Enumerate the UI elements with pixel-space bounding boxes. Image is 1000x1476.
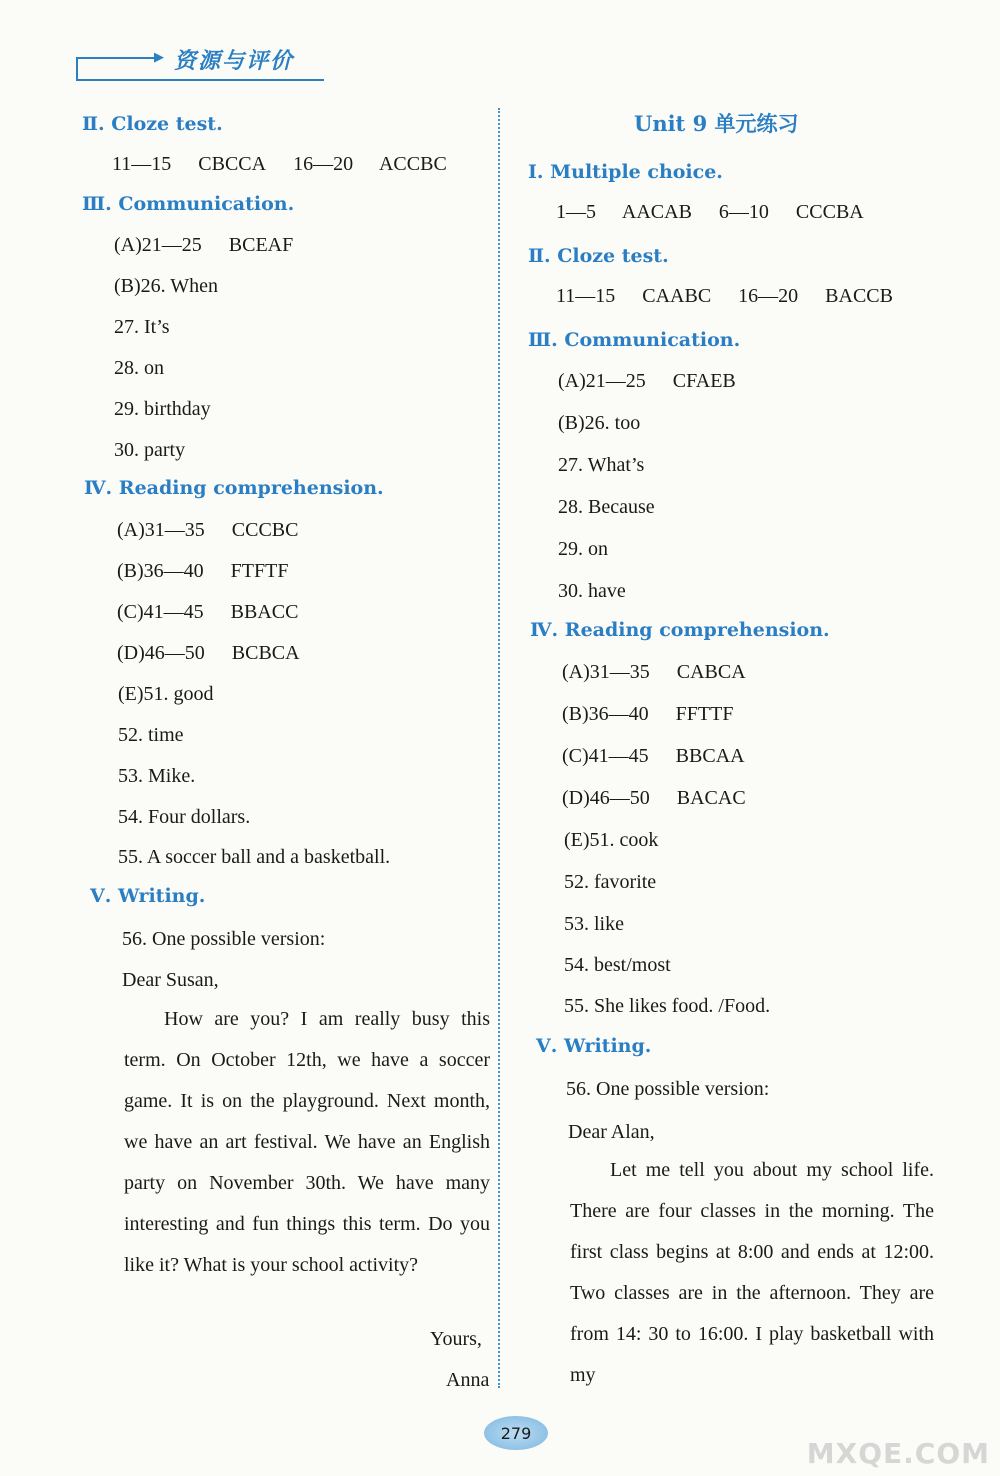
right-communication-heading: Ⅲ. Communication. [528,329,741,351]
answer-key: FTFTF [230,560,289,582]
answer-range: 11—15 [112,153,172,175]
left-reading-heading: Ⅳ. Reading comprehension. [84,477,384,499]
right-reading-row [562,744,745,768]
left-reading-e-item: 52. time [118,724,184,746]
answer-key: CCCBA [795,201,864,223]
answer-range: 16—20 [738,285,799,307]
left-comm-b-item: (B)26. When [114,275,219,297]
answer-key: CFAEB [672,370,736,392]
left-comm-b-item: 28. on [114,357,164,379]
left-reading-e-item: 54. Four dollars. [118,806,251,828]
answer-key: BBACC [230,601,299,623]
right-mc-answers [556,200,864,224]
answer-key: FFTTF [675,703,734,725]
left-comm-b-item: 30. party [114,439,186,461]
left-writing-heading: Ⅴ. Writing. [90,885,206,907]
header-rule-top [76,57,156,59]
answer-range: (A)31—35 [117,519,205,541]
left-letter-body [124,999,490,1286]
right-mc-heading: Ⅰ. Multiple choice. [528,161,723,183]
letter-body-text: Let me tell you about my school life. There are four classes in the morning. The first class begins at 8:00 and ends at 12:00. Two classes are in the afternoon. They are from 14: 30 to 16:00. I play basketball with my [570,1159,934,1386]
right-letter-greeting: Dear Alan, [568,1121,655,1143]
answer-key: BACAC [676,787,746,809]
left-reading-row [117,641,300,665]
answer-key: ACCBC [378,153,447,175]
left-reading-e-item: 53. Mike. [118,765,196,787]
answer-key: CABCA [676,661,746,683]
right-reading-e-item: 54. best/most [564,954,671,976]
answer-range: (A)21—25 [114,234,202,256]
right-comm-a [558,369,736,393]
right-writing-intro: 56. One possible version: [566,1078,770,1100]
right-cloze-answers [556,284,893,308]
page-number: 279 [484,1416,548,1450]
right-comm-b-item: 28. Because [558,496,655,518]
column-divider [498,108,500,1388]
letter-body-text: How are you? I am really busy this term. On October 12th, we have a soccer game. It is on the playground. Next month, we have an art festival. We have an English party on November 30th. We have many interesting and fun things this term. Do you like it? What is your school activity? [124,1008,490,1276]
left-reading-row [117,518,298,542]
header-rule-bottom [76,79,324,81]
answer-key: CBCCA [198,153,267,175]
right-reading-e-item: 52. favorite [564,871,657,893]
answer-range: (B)36—40 [117,560,204,582]
left-comm-b-item: 29. birthday [114,398,211,420]
answer-key: BCEAF [228,234,294,256]
left-cloze-answers [112,152,447,176]
arrow-right-icon: ▶ [154,50,164,65]
answer-key: BBCAA [675,745,745,767]
right-reading-heading: Ⅳ. Reading comprehension. [530,619,830,641]
answer-range: (D)46—50 [562,787,650,809]
header-rule-left [76,57,78,79]
right-comm-b-item: 27. What’s [558,454,645,476]
unit-title: Unit 9 单元练习 [634,111,799,136]
answer-range: 11—15 [556,285,616,307]
left-letter-signature: Anna [446,1369,490,1391]
left-reading-e-item: (E)51. good [118,683,214,705]
answer-key: CAABC [642,285,712,307]
left-communication-heading: Ⅲ. Communication. [82,193,295,215]
answer-key: CCCBC [231,519,299,541]
left-reading-row [117,559,288,583]
answer-range: (A)31—35 [562,661,650,683]
answer-range: (D)46—50 [117,642,205,664]
right-reading-row [562,660,746,684]
right-reading-row [562,702,733,726]
right-reading-e-item: (E)51. cook [564,829,659,851]
answer-key: BCBCA [231,642,300,664]
left-reading-e-item: 55. A soccer ball and a basketball. [118,846,391,868]
answer-range: 16—20 [293,153,354,175]
left-letter-closing: Yours, [430,1328,482,1350]
left-cloze-heading: Ⅱ. Cloze test. [82,113,223,135]
answer-range: (C)41—45 [562,745,649,767]
right-comm-b-item: 30. have [558,580,626,602]
right-comm-b-item: 29. on [558,538,608,560]
answer-range: 1—5 [556,201,596,223]
page-header [76,44,326,84]
left-writing-intro: 56. One possible version: [122,928,326,950]
answer-key: BACCB [825,285,893,307]
right-writing-heading: Ⅴ. Writing. [536,1035,652,1057]
left-reading-row [117,600,298,624]
answer-range: (B)36—40 [562,703,649,725]
left-comm-a [114,233,293,257]
right-reading-e-item: 53. like [564,913,624,935]
left-comm-b-item: 27. It’s [114,316,170,338]
answer-range: (A)21—25 [558,370,646,392]
header-title: 资源与评价 [174,49,295,74]
watermark-logo: MXQE.COM [806,1437,990,1470]
right-cloze-heading: Ⅱ. Cloze test. [528,245,669,267]
right-letter-body [570,1150,934,1396]
right-reading-e-item: 55. She likes food. /Food. [564,995,771,1017]
answer-key: AACAB [621,201,692,223]
left-letter-greeting: Dear Susan, [122,969,219,991]
answer-range: 6—10 [718,201,769,223]
answer-range: (C)41—45 [117,601,204,623]
right-comm-b-item: (B)26. too [558,412,641,434]
right-reading-row [562,786,746,810]
